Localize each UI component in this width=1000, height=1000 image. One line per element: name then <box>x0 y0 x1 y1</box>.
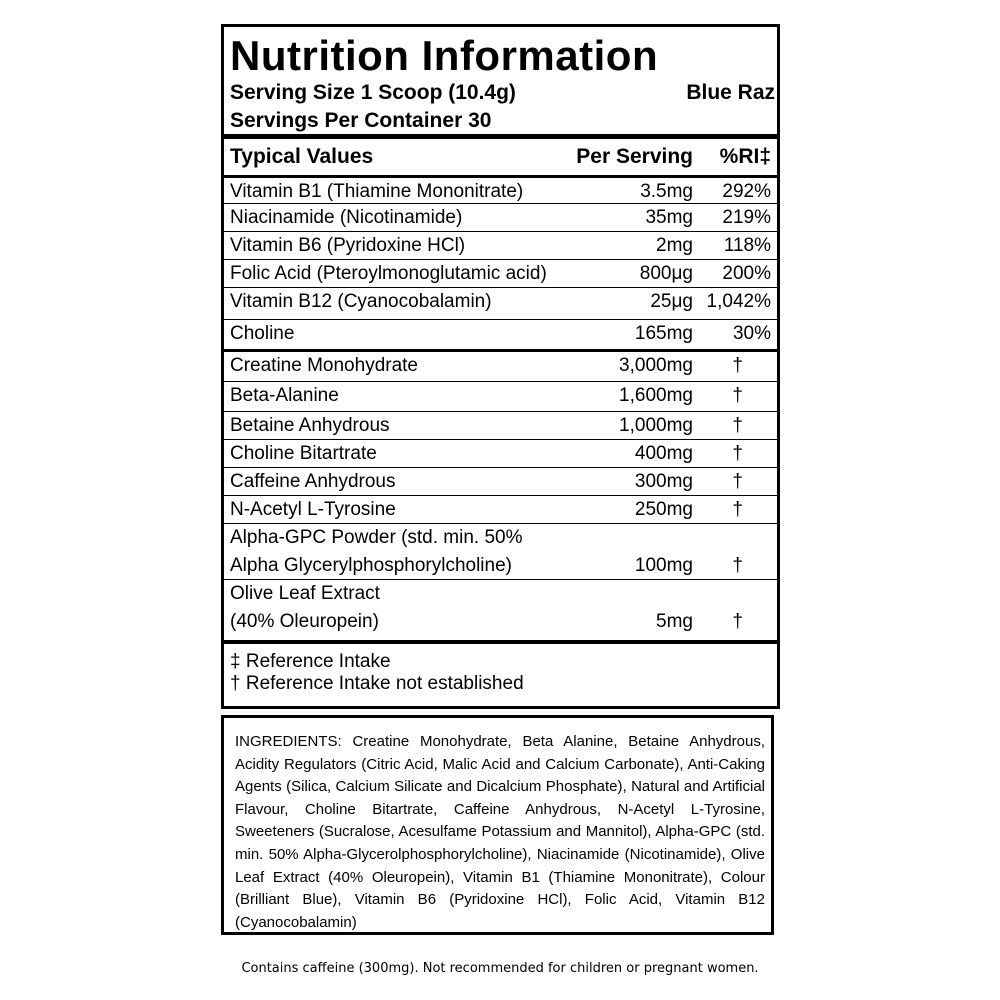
nutrient-amount: 3,000mg <box>619 355 693 376</box>
table-header <box>224 145 777 173</box>
nutrient-name: Folic Acid (Pteroylmonoglutamic acid) <box>230 263 547 284</box>
nutrient-name-line1: Olive Leaf Extract <box>230 583 380 604</box>
nutrient-name: Vitamin B6 (Pyridoxine HCl) <box>230 235 466 256</box>
nutrient-ri: 30% <box>732 323 771 344</box>
nutrient-amount: 25μg <box>650 291 693 312</box>
nutrient-amount: 400mg <box>634 443 693 464</box>
table-row <box>224 231 777 259</box>
header-ri: %RI‡ <box>719 145 771 168</box>
nutrient-ri: † <box>732 555 743 576</box>
nutrient-name: N-Acetyl L-Tyrosine <box>230 499 396 520</box>
ingredients-text: INGREDIENTS: Creatine Monohydrate, Beta Alanine, Betaine Anhydrous, Acidity Regulators (Citric Acid, Malic Acid and Calcium Carbonate), Anti-Caking Agents (Silica, Calcium Silicate and Dicalcium Phosphate), Natural and Artificial Flavour, Choline Bitartrate, Caffeine Anhydrous, N-Acetyl L-Tyrosine, Sweeteners (Sucralose, Acesulfame Potassium and Mannitol), Alpha-GPC (std. min. 50% Alpha-Glycerolphosphorylcholine), Niacinamide (Nicotinamide), Olive Leaf Extract (40% Oleuropein), Vitamin B1 (Thiamine Mononitrate), Colour (Brilliant Blue), Vitamin B6 (Pyridoxine HCl), Folic Acid, Vitamin B12 (Cyanocobalamin) <box>235 733 765 931</box>
nutrient-name: Creatine Monohydrate <box>230 355 418 376</box>
nutrient-name: Beta-Alanine <box>230 385 339 406</box>
nutrient-name: Niacinamide (Nicotinamide) <box>230 207 463 228</box>
nutrient-ri: † <box>732 415 743 436</box>
nutrient-amount: 100mg <box>634 555 693 576</box>
nutrient-ri: 292% <box>722 181 771 202</box>
nutrient-amount: 165mg <box>634 323 693 344</box>
flavour-label: Blue Raz <box>686 81 775 104</box>
nutrition-panel <box>221 24 780 709</box>
nutrient-amount: 3.5mg <box>640 181 693 202</box>
table-row <box>224 349 777 381</box>
caffeine-warning: Contains caffeine (300mg). Not recommended for children or pregnant women. <box>241 961 759 976</box>
panel-title: Nutrition Information <box>230 32 659 79</box>
nutrient-name-line2: Alpha Glycerylphosphorylcholine) <box>230 555 512 576</box>
divider-thick <box>224 134 777 139</box>
nutrient-name: Choline <box>230 323 295 344</box>
table-row <box>224 439 777 467</box>
table-row <box>224 495 777 523</box>
nutrient-amount: 1,600mg <box>619 385 693 406</box>
nutrient-amount: 800μg <box>639 263 693 284</box>
table-row <box>224 523 777 579</box>
nutrient-amount: 2mg <box>656 235 693 256</box>
nutrient-ri: † <box>732 355 743 376</box>
header-per-serving: Per Serving <box>576 145 693 168</box>
nutrient-name: Caffeine Anhydrous <box>230 471 396 492</box>
nutrient-name: Betaine Anhydrous <box>230 415 390 436</box>
nutrient-ri: 200% <box>722 263 771 284</box>
serving-size: Serving Size 1 Scoop (10.4g) <box>230 81 516 104</box>
nutrient-amount: 5mg <box>656 611 693 632</box>
ingredients-panel <box>221 715 774 935</box>
nutrient-name-line1: Alpha-GPC Powder (std. min. 50% <box>230 527 523 548</box>
nutrient-name: Vitamin B12 (Cyanocobalamin) <box>230 291 492 312</box>
table-row <box>224 579 777 637</box>
header-typical-values: Typical Values <box>230 145 374 168</box>
table-row <box>224 381 777 411</box>
nutrient-name-line2: (40% Oleuropein) <box>230 611 379 632</box>
servings-per-container: Servings Per Container 30 <box>230 109 492 132</box>
nutrient-ri: 1,042% <box>706 291 771 312</box>
nutrient-ri: † <box>732 499 743 520</box>
table-row <box>224 411 777 439</box>
nutrient-ri: † <box>732 471 743 492</box>
nutrient-ri: 219% <box>722 207 771 228</box>
footnote-reference-intake: ‡ Reference Intake <box>230 651 391 672</box>
nutrient-ri: 118% <box>723 235 771 256</box>
footnotes <box>230 651 524 695</box>
table-row <box>224 319 777 349</box>
table-row <box>224 259 777 287</box>
nutrient-amount: 250mg <box>634 499 693 520</box>
divider-thick-bottom <box>224 640 777 644</box>
table-row <box>224 467 777 495</box>
table-row <box>224 203 777 231</box>
footnote-not-established: † Reference Intake not established <box>230 673 524 694</box>
nutrient-amount: 300mg <box>634 471 693 492</box>
table-row <box>224 287 777 315</box>
nutrient-ri: † <box>732 385 743 406</box>
nutrient-name: Choline Bitartrate <box>230 443 377 464</box>
nutrient-name: Vitamin B1 (Thiamine Mononitrate) <box>230 181 524 202</box>
nutrient-ri: † <box>732 443 743 464</box>
nutrient-amount: 1,000mg <box>619 415 693 436</box>
nutrient-ri: † <box>732 611 743 632</box>
nutrient-amount: 35mg <box>645 207 693 228</box>
table-row <box>224 175 777 203</box>
